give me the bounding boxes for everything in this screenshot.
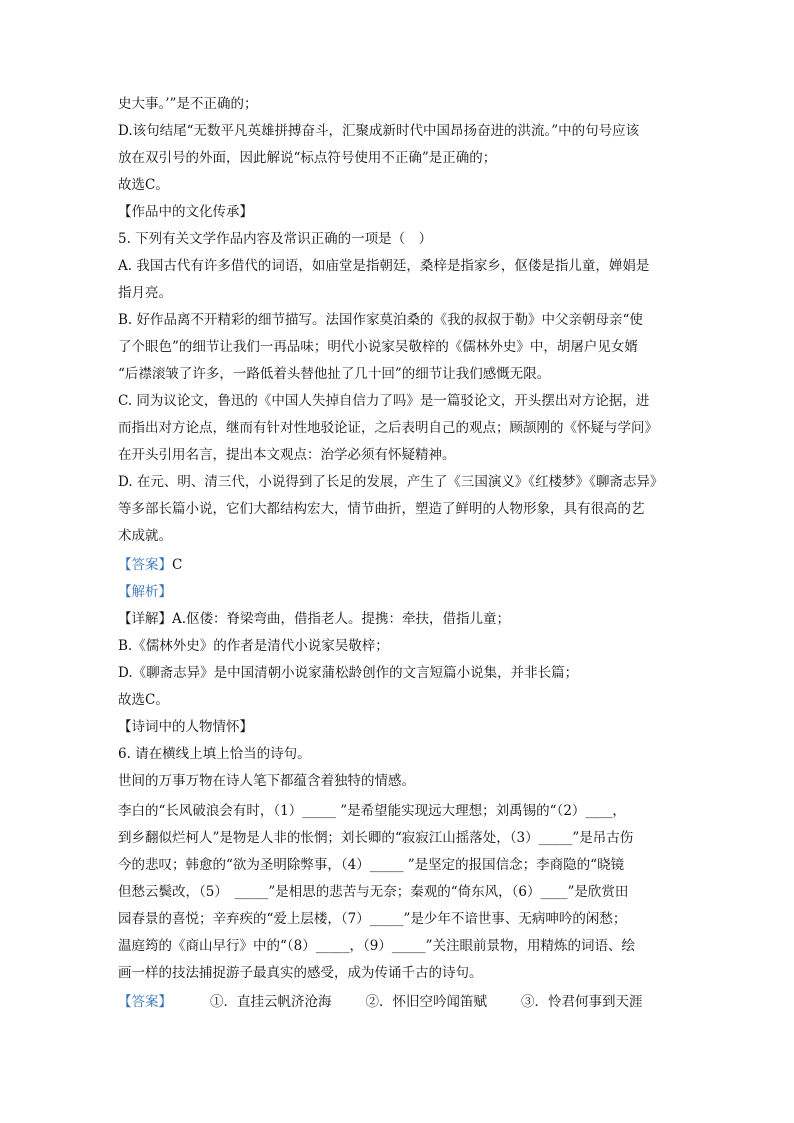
option-a: A. 我国古代有许多借代的词语，如庙堂是指朝廷，桑梓是指家乡，伛偻是指儿童，婵娟是	[118, 258, 650, 274]
answer-line	[118, 993, 690, 1011]
answer-line	[118, 556, 690, 574]
text-line: 在开头引用名言，提出本文观点：治学必须有怀疑精神。	[118, 447, 456, 463]
text-line: D.该句结尾“无数平凡英雄拼搏奋斗，汇聚成新时代中国昂扬奋进的洪流。”中的句号应该	[118, 123, 640, 139]
text-line: D.《聊斋志异》是中国清朝小说家蒲松龄创作的文言短篇小说集，并非长篇；	[118, 665, 579, 681]
text-line: 【详解】A.伛偻：脊梁弯曲，借指老人。提携：牵扶，借指儿童；	[118, 611, 511, 627]
text-line: 今的悲叹；韩愈的“欲为圣明除弊事，（4）_____ ”是坚定的报国信念；李商隐的“晓镜	[118, 857, 625, 873]
option-b: B. 好作品离不开精彩的细节描写。法国作家莫泊桑的《我的叔叔于勒》中父亲朝母亲“使	[118, 312, 643, 328]
text-line: 画一样的技法捕捉游子最真实的感受，成为传诵千古的诗句。	[118, 965, 483, 981]
text-line: “后襟滚皱了许多，一路低着头替他扯了几十回”的细节让我们感慨无限。	[118, 366, 551, 382]
option-c: C. 同为议论文，鲁迅的《中国人失掉自信力了吗》是一篇驳论文，开头摆出对方论据，进	[118, 393, 650, 409]
text-line: 史大事。’”是不正确的；	[118, 96, 258, 112]
text-line: 到乡翻似烂柯人”是物是人非的怅惘；刘长卿的“寂寂江山摇落处，（3）_____”是吊古伤	[118, 830, 634, 846]
text-line: 故选C。	[118, 177, 169, 193]
text-line: B.《儒林外史》的作者是清代小说家吴敬梓；	[118, 638, 389, 654]
question-6-stem: 6. 请在横线上填上恰当的诗句。	[118, 746, 311, 762]
text-line: 园春景的喜悦；辛弃疾的“爱上层楼，（7）_____”是少年不谙世事、无病呻吟的闲愁；	[118, 911, 627, 927]
text-line: 放在双引号的外面，因此解说“标点符号使用不正确”是正确的；	[118, 150, 497, 166]
text-line: 李白的“长风破浪会有时，（1）_____ ”是希望能实现远大理想；刘禹锡的“（2）____，	[118, 803, 626, 819]
answer-value: C	[172, 557, 183, 573]
text-line: 术成就。	[118, 528, 172, 544]
answer-item: ③．怜君何事到天涯	[521, 994, 643, 1010]
analysis-tag: 【解析】	[118, 584, 172, 600]
section-heading: 【作品中的文化传承】	[118, 204, 253, 220]
text-line: 了个眼色”的细节让我们一再品味；明代小说家吴敬梓的《儒林外史》中，胡屠户见女婿	[118, 339, 638, 355]
answer-tag: 【答案】	[118, 557, 172, 573]
option-d: D. 在元、明、清三代，小说得到了长足的发展，产生了《三国演义》《红楼梦》《聊斋志异》	[118, 474, 664, 490]
answer-item: ②．怀旧空吟闻笛赋	[365, 994, 487, 1010]
text-line: 而指出对方论点，继而有针对性地驳论证，之后表明自己的观点；顾颉刚的《怀疑与学问》	[118, 420, 658, 436]
text-line: 世间的万事万物在诗人笔下都蕴含着独特的情感。	[118, 773, 415, 789]
text-line: 故选C。	[118, 692, 169, 708]
text-line: 但愁云鬓改，（5） _____”是相思的悲苦与无奈；秦观的“倚东风，（6）____”是欣赏田	[118, 884, 629, 900]
text-line: 指月亮。	[118, 285, 172, 301]
question-5-stem: 5. 下列有关文学作品内容及常识正确的一项是（ ）	[118, 231, 433, 247]
answer-item: ①．直挂云帆济沧海	[210, 994, 332, 1010]
answer-tag: 【答案】	[118, 994, 172, 1010]
section-heading: 【诗词中的人物情怀】	[118, 719, 253, 735]
text-line: 等多部长篇小说，它们大都结构宏大，情节曲折，塑造了鲜明的人物形象，具有很高的艺	[118, 501, 645, 517]
text-line: 温庭筠的《商山早行》中的“（8）_____，（9）_____”关注眼前景物，用精炼的词语、绘	[118, 938, 635, 954]
